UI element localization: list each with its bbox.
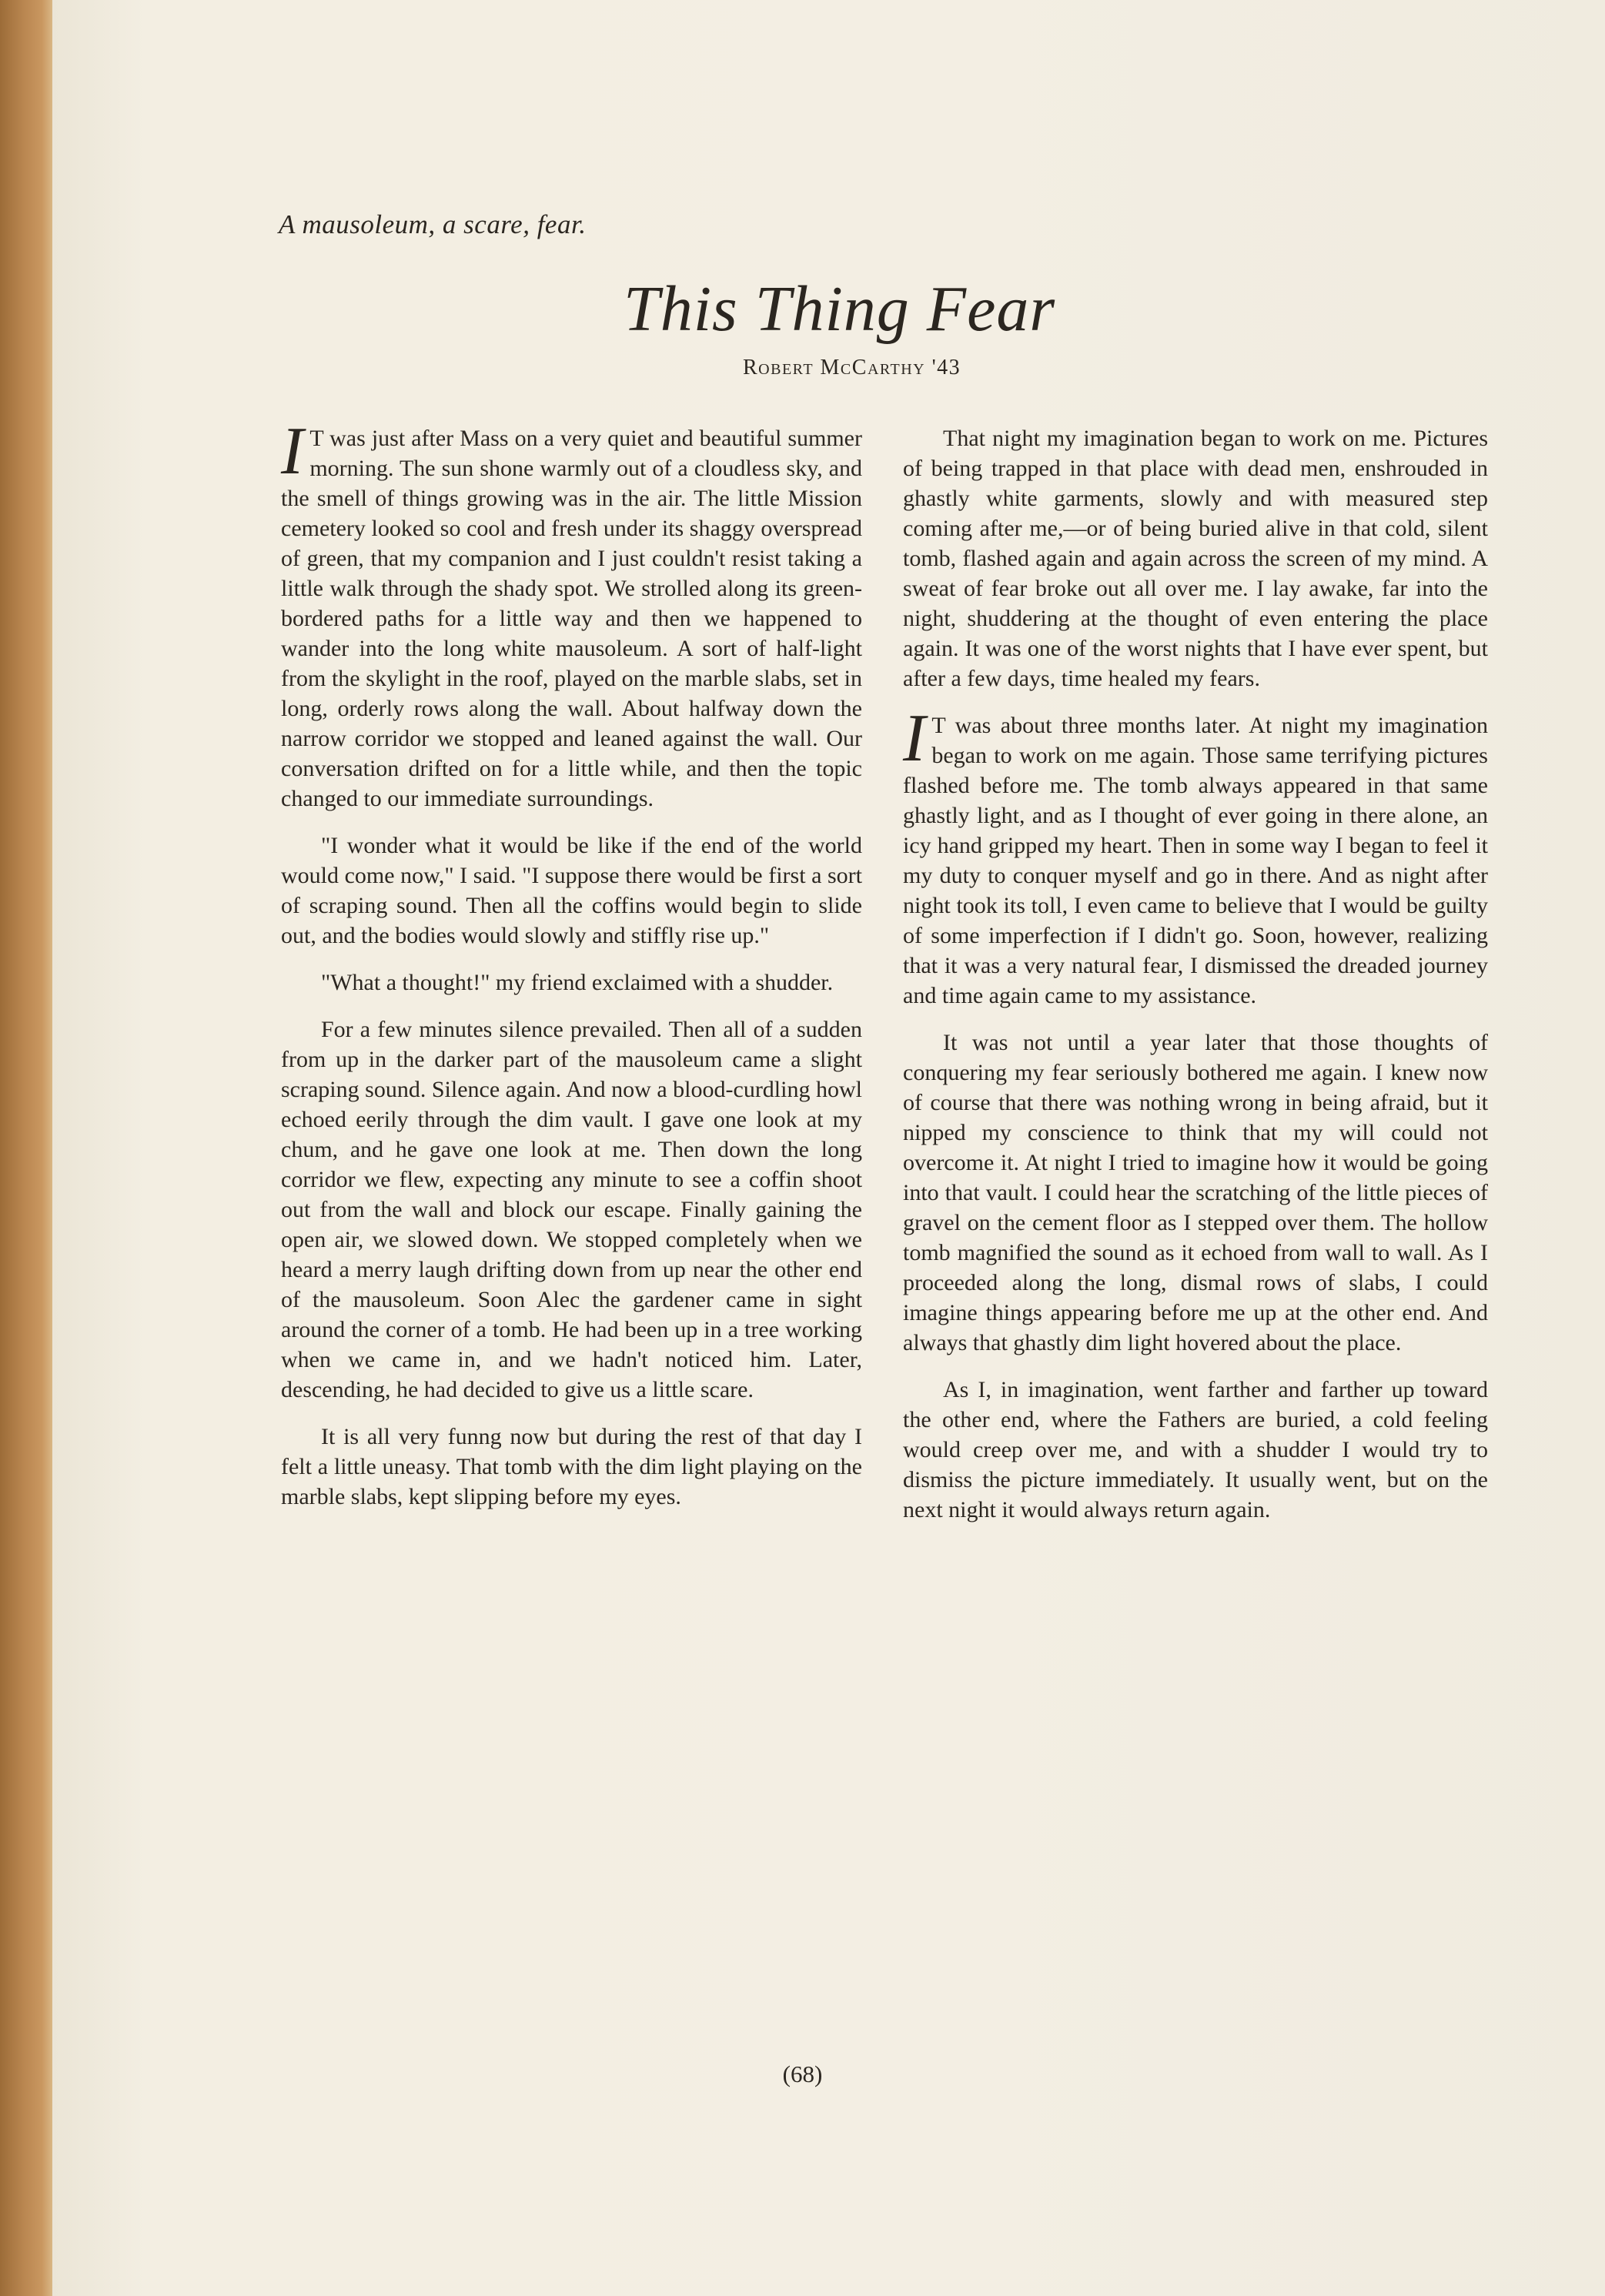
article-byline: Robert McCarthy '43 xyxy=(743,356,961,379)
page-number: (68) xyxy=(782,2060,823,2087)
paragraph: It is all very funng now but during the rest of that day I felt a little uneasy. That tomb with the dim light playing on the marble slabs, kept slipping before my eyes. xyxy=(281,1424,862,1509)
article-tagline: A mausoleum, a scare, fear. xyxy=(279,209,587,239)
left-column xyxy=(281,414,862,1529)
paragraph: That night my imagination began to work on me. Pictures of being trapped in that place with dead men, enshrouded in ghastly white garments, slowly and with measured step coming after me,—or of being buried alive in that cold, silent tomb, flashed again and again across the screen of my mind. A sweat of fear broke out all over me. I lay awake, far into the night, shuddering at the thought of even entering the place again. It was one of the worst nights that I have ever spent, but after a few days, time healed my fears. xyxy=(903,426,1488,691)
right-column xyxy=(903,423,1488,1542)
paragraph: For a few minutes silence prevailed. Then all of a sudden from up in the darker part of the mausoleum came a slight scraping sound. Silence again. And now a blood-curdling howl echoed eerily through the dim vault. I gave one look at my chum, and he gave one look at me. Then down the long corridor we flew, expecting any minute to see a coffin shoot out from the wall and block our escape. Finally gaining the open air, we slowed down. We stopped completely when we heard a merry laugh drifting down from up near the other end of the mausoleum. Soon Alec the gardener came in sight around the corner of a tomb. He had been up in a tree working when we came in, and we hadn't noticed him. Later, descending, he had decided to give us a little scare. xyxy=(281,1017,862,1402)
article-title: This Thing Fear xyxy=(624,273,1056,345)
paragraph: As I, in imagination, went farther and farther up toward the other end, where the Fathers are buried, a cold feeling would creep over me, and with a shudder I would try to dismiss the picture immediately. It usually went, but on the next night it would always return again. xyxy=(903,1377,1488,1522)
book-binding-edge xyxy=(0,0,52,2296)
drop-cap: I xyxy=(903,701,926,776)
paragraph xyxy=(281,414,862,814)
paragraph-text: T was just after Mass on a very quiet and beautiful summer morning. The sun shone warmly out of a cloudless sky, and the smell of things growing was in the air. The little Mission cemetery looked so cool and fresh under its shaggy overspread of green, that my companion and I just couldn't resist taking a little walk through the shady spot. We strolled along its green-bordered paths for a little way and then we happened to wander into the long white mausoleum. A sort of half-light from the skylight in the roof, played on the marble slabs, set in long, orderly rows along the wall. About halfway down the narrow corridor we stopped and leaned against the wall. Our conversation drifted on for a little while, and then the topic changed to our immediate surroundings. xyxy=(281,426,862,811)
paragraph: "What a thought!" my friend exclaimed with a shudder. xyxy=(321,970,834,995)
drop-cap: I xyxy=(281,414,304,489)
paragraph xyxy=(903,701,1488,1011)
paragraph: It was not until a year later that those thoughts of conquering my fear seriously bothered me again. I knew now of course that there was nothing wrong in being afraid, but it nipped my conscience to think that my will could not overcome it. At night I tried to imagine how it would be going into that vault. I could hear the scratching of the little pieces of gravel on the cement floor as I stepped over them. The hollow tomb magnified the sound as it echoed from wall to wall. As I proceeded along the long, dismal rows of slabs, I could imagine things appearing before me up at the other end. And always that ghastly dim light hovered about the place. xyxy=(903,1030,1488,1355)
paragraph: "I wonder what it would be like if the end of the world would come now," I said. "I suppose there would be first a sort of scraping sound. Then all the coffins would begin to slide out, and the bodies would slowly and stiffly rise up." xyxy=(281,833,862,948)
paragraph-text: T was about three months later. At night my imagination began to work on me again. Those same terrifying pictures flashed before me. The tomb always appeared in that same ghastly light, and as I thought of ever going in there alone, an icy hand gripped my heart. Then in some way I began to feel it my duty to conquer myself and go in there. And as night after night took its toll, I even came to believe that I would be guilty of some imperfection if I didn't go. Soon, however, realizing that it was a very natural fear, I dismissed the dreaded journey and time again came to my assistance. xyxy=(903,713,1488,1008)
